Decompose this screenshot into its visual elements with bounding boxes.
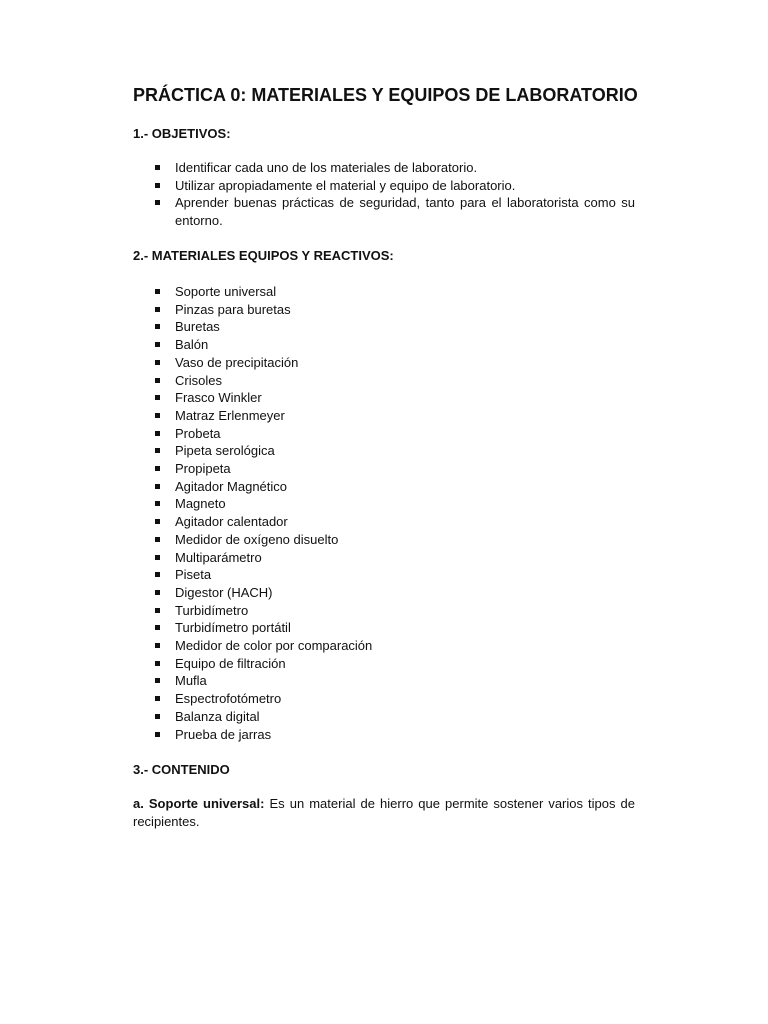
list-item-text: Magneto <box>175 496 226 512</box>
list-item <box>133 407 635 425</box>
list-item <box>133 425 635 443</box>
list-item <box>133 690 635 708</box>
list-item <box>133 318 635 336</box>
list-item <box>133 283 635 301</box>
list-item-text: Pinzas para buretas <box>175 301 291 317</box>
bullet-icon <box>155 307 160 312</box>
bullet-icon <box>155 200 160 205</box>
list-item-text: Identificar cada uno de los materiales de laboratorio. <box>175 160 478 175</box>
list-item-text: Aprender buenas prácticas de seguridad, tanto para el laboratorista como su entorno. <box>175 195 635 229</box>
list-item-text: Soporte universal <box>175 284 277 299</box>
list-item <box>133 177 635 195</box>
list-item-text: Vaso de precipitación <box>175 354 299 370</box>
materiales-list <box>133 283 635 743</box>
paragraph-text: Es un material de hierro que permite sostener varios tipos de recipientes. <box>133 796 636 829</box>
list-item <box>133 478 635 496</box>
list-item-text: Balón <box>175 337 209 353</box>
bullet-icon <box>155 395 160 400</box>
list-item <box>133 602 635 620</box>
list-item-text: Turbidímetro <box>175 602 249 618</box>
bullet-icon <box>155 678 160 683</box>
list-item <box>133 549 635 567</box>
list-item-text: Medidor de oxígeno disuelto <box>175 531 339 547</box>
bullet-icon <box>155 413 160 418</box>
list-item-text: Balanza digital <box>175 708 260 724</box>
list-item <box>133 372 635 390</box>
bullet-icon <box>155 289 160 294</box>
list-item <box>133 354 635 372</box>
section-heading-materiales: 2.- MATERIALES EQUIPOS Y REACTIVOS: <box>133 248 394 263</box>
bullet-icon <box>155 431 160 436</box>
bullet-icon <box>155 466 160 471</box>
list-item-text: Turbidímetro portátil <box>175 620 291 636</box>
list-item <box>133 655 635 673</box>
bullet-icon <box>155 324 160 329</box>
list-item <box>133 442 635 460</box>
list-item <box>133 513 635 531</box>
bullet-icon <box>155 608 160 613</box>
bullet-icon <box>155 378 160 383</box>
bullet-icon <box>155 590 160 595</box>
list-item <box>133 159 635 177</box>
list-item <box>133 584 635 602</box>
bullet-icon <box>155 342 160 347</box>
list-item <box>133 619 635 637</box>
document-title: PRÁCTICA 0: MATERIALES Y EQUIPOS DE LABORATORIO <box>133 85 638 105</box>
list-item-text: Agitador Magnético <box>175 478 288 494</box>
list-item-text: Buretas <box>175 319 220 335</box>
bullet-icon <box>155 625 160 630</box>
list-item-text: Piseta <box>175 567 212 583</box>
bullet-icon <box>155 732 160 737</box>
bullet-icon <box>155 360 160 365</box>
bullet-icon <box>155 537 160 542</box>
list-item-text: Agitador calentador <box>175 514 288 530</box>
list-item-text: Mufla <box>175 673 207 689</box>
list-item-text: Espectrofotómetro <box>175 691 282 707</box>
list-item <box>133 672 635 690</box>
list-item-text: Utilizar apropiadamente el material y equipo de laboratorio. <box>175 177 516 193</box>
list-item <box>133 495 635 513</box>
list-item <box>133 637 635 655</box>
list-item <box>133 194 635 229</box>
list-item-text: Crisoles <box>175 372 222 388</box>
bullet-icon <box>155 519 160 524</box>
bullet-icon <box>155 183 160 188</box>
bullet-icon <box>155 484 160 489</box>
list-item-text: Pipeta serológica <box>175 443 275 459</box>
list-item <box>133 460 635 478</box>
list-item-text: Frasco Winkler <box>175 390 262 406</box>
list-item-text: Equipo de filtración <box>175 655 286 671</box>
bullet-icon <box>155 696 160 701</box>
bullet-icon <box>155 501 160 506</box>
list-item-text: Prueba de jarras <box>175 726 272 742</box>
list-item <box>133 336 635 354</box>
list-item-text: Medidor de color por comparación <box>175 638 373 654</box>
list-item-text: Probeta <box>175 425 221 441</box>
bullet-icon <box>155 714 160 719</box>
list-item <box>133 389 635 407</box>
paragraph-lead: a. Soporte universal: <box>133 796 265 811</box>
list-item-text: Digestor (HACH) <box>175 584 273 600</box>
bullet-icon <box>155 572 160 577</box>
section-heading-contenido: 3.- CONTENIDO <box>133 762 230 777</box>
bullet-icon <box>155 165 160 170</box>
list-item-text: Matraz Erlenmeyer <box>175 407 285 423</box>
list-item-text: Propipeta <box>175 461 231 477</box>
list-item <box>133 531 635 549</box>
bullet-icon <box>155 448 160 453</box>
list-item <box>133 726 635 744</box>
bullet-icon <box>155 643 160 648</box>
list-item <box>133 566 635 584</box>
objetivos-list <box>133 159 635 230</box>
list-item-text: Multiparámetro <box>175 549 262 565</box>
section-heading-objetivos: 1.- OBJETIVOS: <box>133 126 231 141</box>
contenido-paragraph <box>133 795 635 831</box>
list-item <box>133 708 635 726</box>
bullet-icon <box>155 555 160 560</box>
list-item <box>133 301 635 319</box>
bullet-icon <box>155 661 160 666</box>
